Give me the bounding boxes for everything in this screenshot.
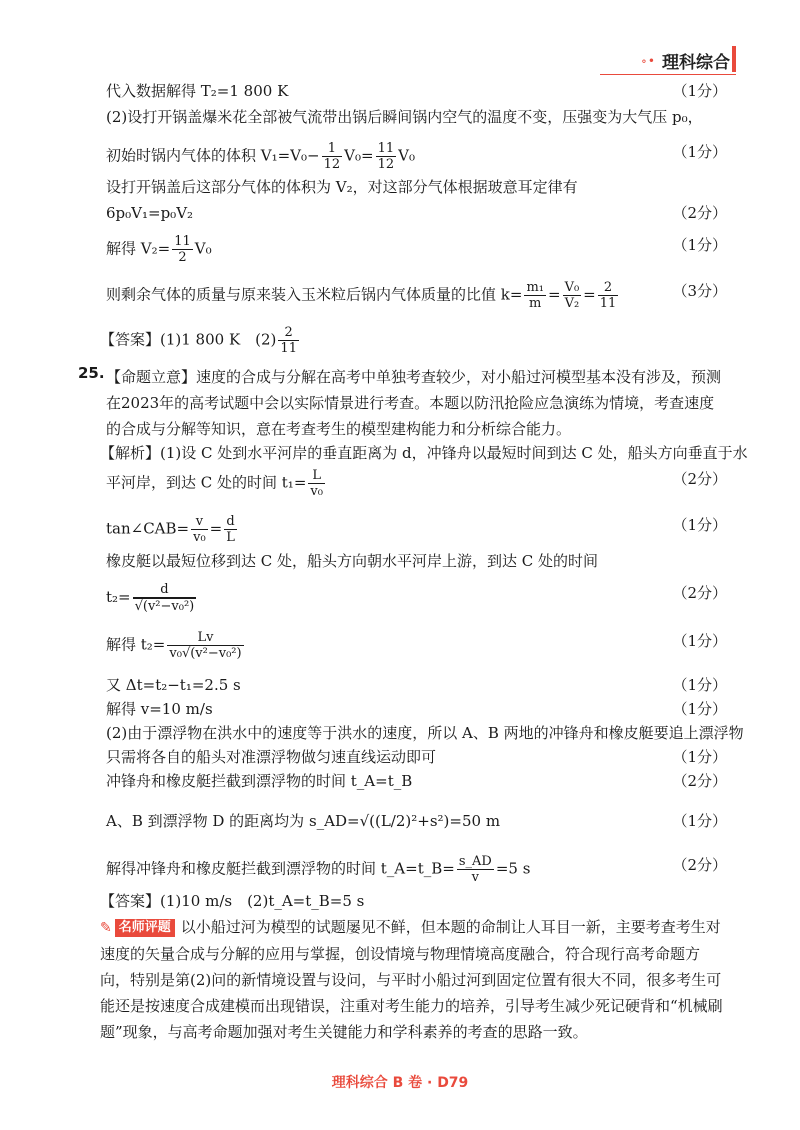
solution-line: 代入数据解得 T₂=1 800 K （1分）	[106, 82, 727, 100]
solution-line: tan∠CAB= $\frac{v}{\text{v₀}}$ = $\frac{d}{L}$ （1分）	[106, 514, 727, 545]
solution-line: 解得 V₂= $\frac{11}{2}$ V₀ （1分）	[106, 234, 727, 265]
header-rule	[600, 74, 736, 75]
solution-line: (2)由于漂浮物在洪水中的速度等于洪水的速度，所以 A、B 两地的冲锋舟和橡皮艇要追上漂浮物	[106, 724, 744, 742]
answer-line: 【答案】(1)10 m/s (2)t_A=t_B=5 s	[100, 892, 365, 910]
header-accent-bar	[732, 46, 736, 72]
solution-line: 则剩余气体的质量与原来装入玉米粒后锅内气体质量的比值 k= $\frac{\text{m₁}}{m}$ = $\frac{\text{V₀}}{\text{V₂}}$ = $\frac{2}{11}$ （3分）	[106, 280, 727, 311]
page-footer: 理科综合 B 卷 · D79	[331, 1075, 469, 1091]
solution-line: 设打开锅盖后这部分气体的体积为 V₂，对这部分气体根据玻意耳定律有	[106, 178, 578, 196]
solution-line: 6p₀V₁=p₀V₂ （2分）	[106, 204, 727, 222]
solution-line: 又 Δt=t₂−t₁=2.5 s （1分）	[106, 676, 727, 694]
answer-line: 【答案】(1)1 800 K (2) $\frac{2}{11}$	[100, 325, 297, 356]
solution-line: (2)设打开锅盖爆米花全部被气流带出锅后瞬间锅内空气的温度不变，压强变为大气压 p₀，	[106, 108, 703, 126]
header-badge	[641, 48, 730, 73]
intent-paragraph: 【命题立意】速度的合成与分解在高考中单独考查较少，对小船过河模型基本没有涉及，预测在2023年的高考试题中会以实际情景进行考查。本题以防汛抢险应急演练为情境，考查速度的合成与分解等知识，意在考查考生的模型建构能力和分析综合能力。	[106, 368, 722, 438]
solution-line: 橡皮艇以最短位移到达 C 处，船头方向朝水平河岸上游，到达 C 处的时间	[106, 552, 599, 570]
solution-line: 解得冲锋舟和橡皮艇拦截到漂浮物的时间 t_A=t_B= $\frac{s\_AD}{v}$ =5 s （2分）	[106, 854, 727, 885]
solution-line: A、B 到漂浮物 D 的距离均为 s_AD=√((L/2)²+s²)=50 m （1分）	[106, 812, 727, 830]
solution-line: t₂= $\frac{d}{\text{√(v²−v₀²)}}$ （2分）	[106, 582, 727, 614]
analysis-line: 【解析】(1)设 C 处到水平河岸的垂直距离为 d，冲锋舟以最短时间到达 C 处，船头方向垂直于水	[100, 444, 748, 462]
expert-comment: ✎ 名师评题 以小船过河为模型的试题屡见不鲜，但本题的命制让人耳目一新，主要考查考生对速度的矢量合成与分解的应用与掌握，创设情境与物理情境高度融合，符合现行高考命题方向，特别是第(2)问的新情境设置与设问，与平时小船过河到固定位置有很大不同，很多考生可能还是按速度合成建模而出现错误，注重对考生能力的培养，引导考生减少死记硬背和“机械刷题”现象，与高考命题加强对考生关键能力和学科素养的考查的思路一致。	[100, 914, 727, 1045]
dots-icon: ∘•	[641, 53, 656, 68]
solution-line: 初始时锅内气体的体积 V₁=V₀− $\frac{1}{12}$ V₀= $\frac{11}{12}$ V₀ （1分）	[106, 141, 727, 172]
solution-line: 平河岸，到达 C 处的时间 t₁= $\frac{L}{\text{v₀}}$ （2分）	[106, 468, 727, 499]
solution-line: 冲锋舟和橡皮艇拦截到漂浮物的时间 t_A=t_B （2分）	[106, 772, 727, 790]
pencil-icon: ✎	[100, 920, 112, 936]
comment-tag: 名师评题	[115, 919, 175, 937]
solution-line: 解得 t₂= $\frac{Lv}{\text{v₀√(v²−v₀²)}}$ （1分）	[106, 630, 727, 661]
solution-line: 解得 v=10 m/s （1分）	[106, 700, 727, 718]
header-title: 理科综合	[662, 53, 730, 73]
question-number: 25.	[78, 364, 105, 382]
solution-line: 只需将各自的船头对准漂浮物做匀速直线运动即可 （1分）	[106, 748, 727, 766]
